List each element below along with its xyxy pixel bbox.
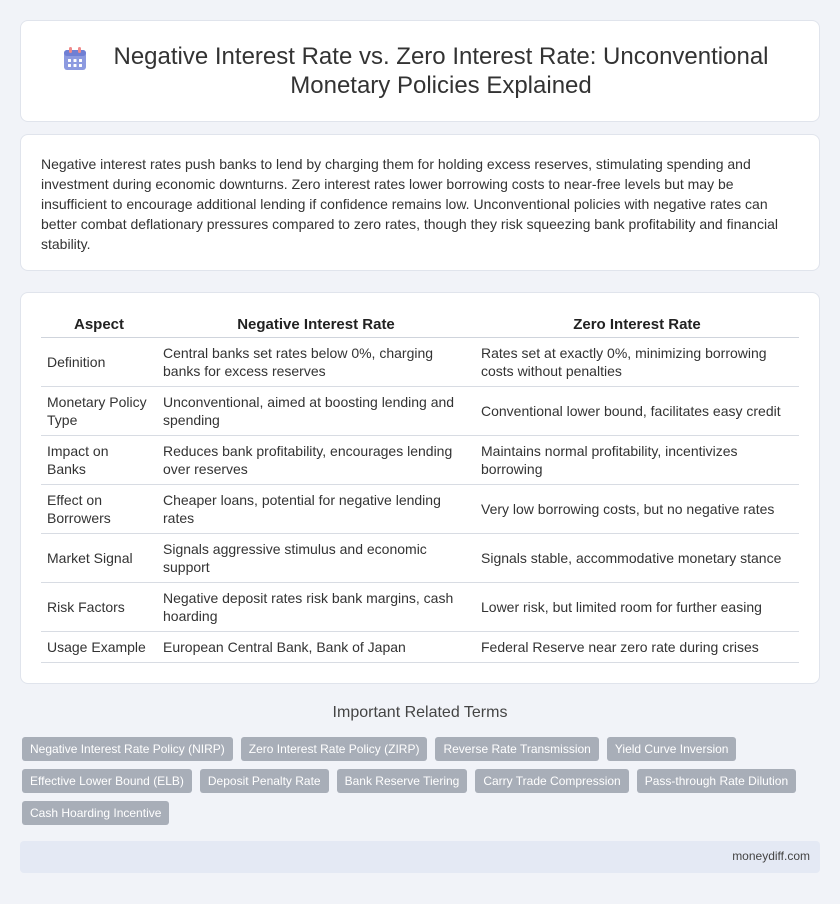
- related-terms-list: [22, 737, 802, 825]
- row-aspect: Usage Example: [41, 632, 157, 663]
- page-title: Negative Interest Rate vs. Zero Interest Rate: Unconventional Monetary Policies Explained: [113, 43, 769, 99]
- row-negative: Negative deposit rates risk bank margins, cash hoarding: [157, 583, 475, 632]
- related-term-tag[interactable]: Reverse Rate Transmission: [435, 737, 598, 761]
- title-card: [20, 20, 820, 122]
- row-negative: Reduces bank profitability, encourages lending over reserves: [157, 436, 475, 485]
- comparison-table-card: [20, 292, 820, 684]
- row-aspect: Effect on Borrowers: [41, 485, 157, 534]
- related-term-tag[interactable]: Zero Interest Rate Policy (ZIRP): [241, 737, 428, 761]
- row-aspect: Impact on Banks: [41, 436, 157, 485]
- row-aspect: Market Signal: [41, 534, 157, 583]
- row-aspect: Monetary Policy Type: [41, 387, 157, 436]
- row-negative: Cheaper loans, potential for negative lending rates: [157, 485, 475, 534]
- row-negative: Central banks set rates below 0%, charging banks for excess reserves: [157, 338, 475, 387]
- summary-card: [20, 134, 820, 271]
- footer: [20, 841, 820, 873]
- table-row: [41, 632, 799, 663]
- related-term-tag[interactable]: Cash Hoarding Incentive: [22, 801, 169, 825]
- header-zero-rate: Zero Interest Rate: [475, 313, 799, 338]
- related-terms-title: Important Related Terms: [332, 704, 508, 721]
- row-zero: Signals stable, accommodative monetary stance: [475, 534, 799, 583]
- table-row: [41, 436, 799, 485]
- row-aspect: Risk Factors: [41, 583, 157, 632]
- row-zero: Very low borrowing costs, but no negative rates: [475, 485, 799, 534]
- row-negative: Unconventional, aimed at boosting lending and spending: [157, 387, 475, 436]
- row-negative: Signals aggressive stimulus and economic support: [157, 534, 475, 583]
- summary-text: Negative interest rates push banks to lend by charging them for holding excess reserves, stimulating spending and investment during economic downturns. Zero interest rates lower borrowing costs to near-free levels but may be insufficient to encourage additional lending if confidence remains low. Unconventional policies with negative rates can better combat deflationary pressures compared to zero rates, though they risk squeezing bank profitability and financial stability.: [41, 156, 778, 252]
- related-term-tag[interactable]: Deposit Penalty Rate: [200, 769, 329, 793]
- related-term-tag[interactable]: Yield Curve Inversion: [607, 737, 737, 761]
- row-aspect: Definition: [41, 338, 157, 387]
- footer-site-link[interactable]: moneydiff.com: [732, 849, 810, 863]
- row-zero: Maintains normal profitability, incentivizes borrowing: [475, 436, 799, 485]
- row-zero: Conventional lower bound, facilitates easy credit: [475, 387, 799, 436]
- related-term-tag[interactable]: Effective Lower Bound (ELB): [22, 769, 192, 793]
- header-aspect: Aspect: [41, 313, 157, 338]
- table-row: [41, 583, 799, 632]
- calendar-icon: [61, 45, 89, 73]
- row-zero: Lower risk, but limited room for further easing: [475, 583, 799, 632]
- table-row: [41, 534, 799, 583]
- row-zero: Rates set at exactly 0%, minimizing borrowing costs without penalties: [475, 338, 799, 387]
- related-term-tag[interactable]: Bank Reserve Tiering: [337, 769, 468, 793]
- related-term-tag[interactable]: Negative Interest Rate Policy (NIRP): [22, 737, 233, 761]
- row-negative: European Central Bank, Bank of Japan: [157, 632, 475, 663]
- comparison-table: [41, 313, 799, 663]
- table-row: [41, 338, 799, 387]
- table-row: [41, 387, 799, 436]
- table-row: [41, 485, 799, 534]
- related-term-tag[interactable]: Carry Trade Compression: [475, 769, 628, 793]
- header-negative-rate: Negative Interest Rate: [157, 313, 475, 338]
- table-header-row: [41, 313, 799, 338]
- row-zero: Federal Reserve near zero rate during crises: [475, 632, 799, 663]
- related-term-tag[interactable]: Pass-through Rate Dilution: [637, 769, 796, 793]
